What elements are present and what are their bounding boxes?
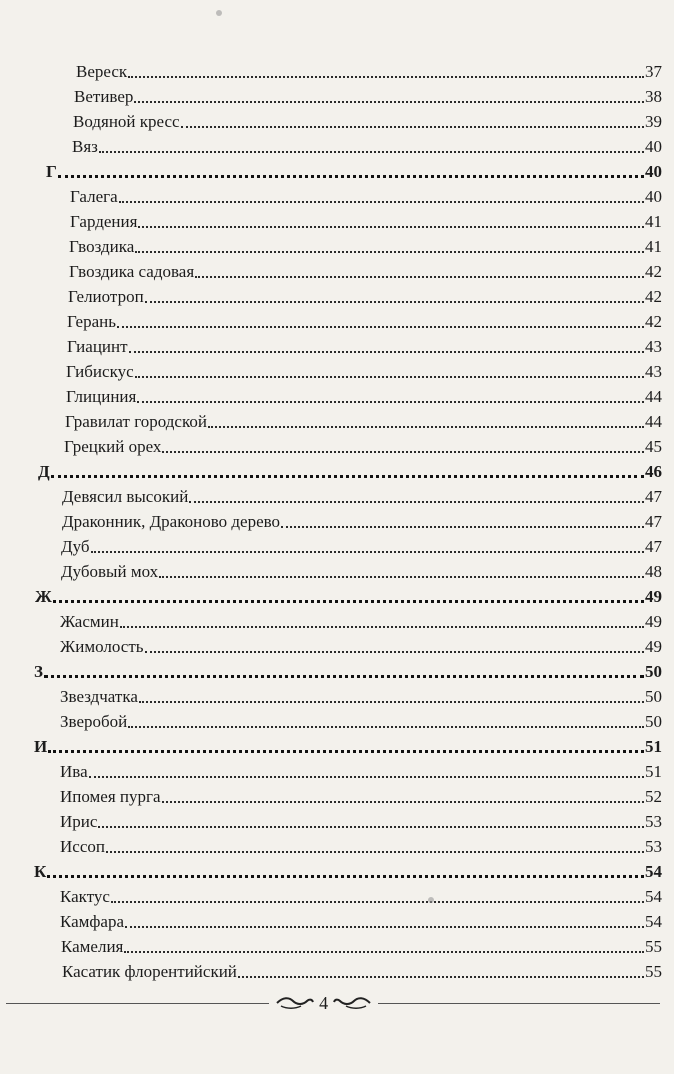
toc-entry <box>0 483 674 507</box>
dot-leader <box>58 175 644 178</box>
toc-entry <box>0 383 674 407</box>
entry-page: 54 <box>645 887 662 906</box>
dot-leader <box>106 851 644 853</box>
section-letter: Г <box>46 162 57 181</box>
entry-page: 54 <box>645 912 662 931</box>
entry-title: Гравилат городской <box>65 412 207 431</box>
entry-page: 47 <box>645 537 662 556</box>
toc-entry <box>0 258 674 282</box>
toc-entry <box>0 958 674 982</box>
section-page: 54 <box>645 862 662 881</box>
dot-leader <box>124 951 644 953</box>
section-letter: З <box>34 662 43 681</box>
dot-leader <box>125 926 644 928</box>
entry-title: Драконник, Драконово дерево <box>62 512 281 531</box>
entry-title: Гардения <box>70 212 138 231</box>
footer-rule-left <box>6 1003 269 1004</box>
dot-leader <box>159 576 644 578</box>
dot-leader <box>134 101 644 103</box>
entry-title: Гелиотроп <box>68 287 144 306</box>
toc-section <box>0 458 674 482</box>
toc-entry <box>0 58 674 82</box>
toc-entry <box>0 908 674 932</box>
flourish-left-icon <box>275 995 315 1011</box>
entry-title: Иссоп <box>60 837 105 856</box>
toc-entry <box>0 833 674 857</box>
section-page: 49 <box>645 587 662 606</box>
entry-title: Гибискус <box>66 362 134 381</box>
dot-leader <box>145 301 644 303</box>
entry-title: Ирис <box>60 812 98 831</box>
dot-leader <box>281 526 644 528</box>
toc-entry <box>0 83 674 107</box>
paper-speck <box>428 897 434 903</box>
entry-page: 49 <box>645 612 662 631</box>
dot-leader <box>98 826 644 828</box>
section-letter: Ж <box>35 587 52 606</box>
entry-title: Грецкий орех <box>64 437 162 456</box>
entry-page: 42 <box>645 312 662 331</box>
entry-title: Галега <box>70 187 118 206</box>
dot-leader <box>53 600 644 603</box>
entry-title: Камелия <box>61 937 124 956</box>
entry-page: 49 <box>645 637 662 656</box>
entry-title: Глициния <box>66 387 137 406</box>
entry-title: Дуб <box>61 537 90 556</box>
entry-page: 50 <box>645 687 662 706</box>
entry-title: Гвоздика <box>69 237 135 256</box>
entry-title: Водяной кресс <box>73 112 180 131</box>
entry-title: Ветивер <box>74 87 134 106</box>
entry-title: Касатик флорентийский <box>62 962 237 981</box>
dot-leader <box>128 76 644 78</box>
entry-page: 39 <box>645 112 662 131</box>
entry-page: 37 <box>645 62 662 81</box>
entry-title: Вереск <box>76 62 128 81</box>
toc-entry <box>0 533 674 557</box>
entry-page: 40 <box>645 137 662 156</box>
dot-leader <box>135 376 644 378</box>
entry-page: 42 <box>645 262 662 281</box>
dot-leader <box>47 875 644 878</box>
dot-leader <box>44 675 644 678</box>
toc-section <box>0 658 674 682</box>
dot-leader <box>181 126 644 128</box>
toc-entry <box>0 933 674 957</box>
toc-entry <box>0 683 674 707</box>
entry-page: 53 <box>645 812 662 831</box>
dot-leader <box>89 776 644 778</box>
entry-page: 50 <box>645 712 662 731</box>
entry-page: 55 <box>645 962 662 981</box>
toc-entry <box>0 308 674 332</box>
section-letter: Д <box>38 462 50 481</box>
toc-entry <box>0 108 674 132</box>
toc-entry <box>0 208 674 232</box>
toc-section <box>0 858 674 882</box>
dot-leader <box>91 551 644 553</box>
toc-entry <box>0 633 674 657</box>
entry-page: 48 <box>645 562 662 581</box>
entry-page: 53 <box>645 837 662 856</box>
section-page: 40 <box>645 162 662 181</box>
entry-title: Гиацинт <box>67 337 128 356</box>
dot-leader <box>99 151 644 153</box>
flourish-right-icon <box>332 995 372 1011</box>
dot-leader <box>139 701 644 703</box>
entry-page: 41 <box>645 237 662 256</box>
toc-entry <box>0 408 674 432</box>
entry-page: 44 <box>645 387 662 406</box>
dot-leader <box>48 750 644 753</box>
dot-leader <box>51 475 644 478</box>
entry-page: 45 <box>645 437 662 456</box>
toc-entry <box>0 508 674 532</box>
section-page: 50 <box>645 662 662 681</box>
toc-entry <box>0 133 674 157</box>
section-letter: К <box>34 862 47 881</box>
entry-title: Девясил высокий <box>62 487 189 506</box>
entry-title: Герань <box>67 312 116 331</box>
dot-leader <box>111 901 644 903</box>
toc-entry <box>0 783 674 807</box>
section-page: 51 <box>645 737 662 756</box>
toc-entry <box>0 233 674 257</box>
entry-page: 52 <box>645 787 662 806</box>
entry-page: 55 <box>645 937 662 956</box>
footer-ornament <box>275 993 372 1014</box>
entry-title: Ива <box>60 762 88 781</box>
dot-leader <box>117 326 644 328</box>
entry-title: Гвоздика садовая <box>69 262 195 281</box>
toc-section <box>0 583 674 607</box>
entry-title: Жимолость <box>60 637 144 656</box>
entry-title: Вяз <box>72 137 98 156</box>
dot-leader <box>238 976 644 978</box>
toc-entry <box>0 433 674 457</box>
entry-page: 40 <box>645 187 662 206</box>
entry-page: 42 <box>645 287 662 306</box>
entry-page: 44 <box>645 412 662 431</box>
dot-leader <box>162 801 644 803</box>
toc-entry <box>0 883 674 907</box>
toc-entry <box>0 558 674 582</box>
page-number: 4 <box>319 992 329 1013</box>
dot-leader <box>120 626 644 628</box>
entry-title: Зверобой <box>60 712 128 731</box>
toc-entry <box>0 333 674 357</box>
toc-entry <box>0 183 674 207</box>
dot-leader <box>135 251 644 253</box>
entry-page: 43 <box>645 362 662 381</box>
dot-leader <box>189 501 644 503</box>
entry-title: Звездчатка <box>60 687 138 706</box>
toc-entry <box>0 708 674 732</box>
entry-title: Кактус <box>60 887 110 906</box>
toc-entry <box>0 283 674 307</box>
toc-section <box>0 733 674 757</box>
entry-title: Жасмин <box>60 612 119 631</box>
entry-title: Камфара <box>60 912 125 931</box>
entry-page: 43 <box>645 337 662 356</box>
dot-leader <box>162 451 644 453</box>
toc-entry <box>0 358 674 382</box>
toc-entry <box>0 758 674 782</box>
dot-leader <box>129 351 644 353</box>
page-footer <box>0 990 674 1016</box>
dot-leader <box>195 276 644 278</box>
dot-leader <box>208 426 644 428</box>
dot-leader <box>119 201 644 203</box>
entry-page: 47 <box>645 512 662 531</box>
toc-section <box>0 158 674 182</box>
paper-speck <box>216 10 222 16</box>
dot-leader <box>145 651 645 653</box>
entry-title: Дубовый мох <box>61 562 159 581</box>
entry-title: Ипомея пурга <box>60 787 161 806</box>
entry-page: 41 <box>645 212 662 231</box>
dot-leader <box>137 401 644 403</box>
entry-page: 47 <box>645 487 662 506</box>
entry-page: 38 <box>645 87 662 106</box>
section-letter: И <box>34 737 48 756</box>
dot-leader <box>138 226 644 228</box>
entry-page: 51 <box>645 762 662 781</box>
toc-entry <box>0 808 674 832</box>
footer-rule-right <box>378 1003 660 1004</box>
toc-entry <box>0 608 674 632</box>
section-page: 46 <box>645 462 662 481</box>
dot-leader <box>128 726 644 728</box>
